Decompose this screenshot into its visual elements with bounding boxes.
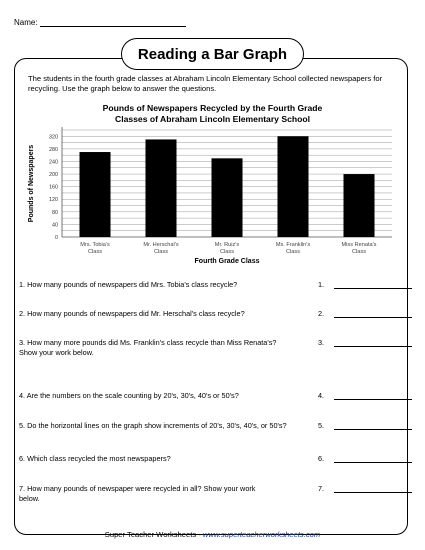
footer-prefix: Super Teacher Worksheets - [104, 530, 203, 539]
x-tick-label: Miss Renata's [341, 242, 377, 248]
question-5: 5. Do the horizontal lines on the graph show increments of 20's, 30's, 40's, or 50's? [19, 421, 287, 430]
answer-5-number: 5. [318, 421, 325, 430]
answer-6[interactable] [318, 454, 412, 463]
answer-3[interactable] [318, 338, 412, 347]
question-2: 2. How many pounds of newspapers did Mr. Herschal's class recycle? [19, 309, 245, 318]
x-tick-label: Class [220, 249, 234, 255]
bar [79, 152, 110, 237]
bar [277, 136, 308, 237]
chart-title-line-2: Classes of Abraham Lincoln Elementary School [114, 114, 310, 124]
y-tick-label: 280 [49, 146, 58, 153]
bar [211, 158, 242, 237]
answer-7-line[interactable] [334, 485, 412, 493]
y-tick-label: 200 [49, 172, 58, 179]
x-axis-title: Fourth Grade Class [194, 258, 260, 265]
x-tick-label: Mr. Herschal's [143, 242, 179, 248]
answer-6-number: 6. [318, 454, 325, 463]
answer-3-number: 3. [318, 338, 325, 347]
y-tick-label: 80 [52, 209, 58, 216]
name-label: Name: [14, 18, 38, 27]
answer-6-line[interactable] [334, 455, 412, 463]
answer-2-line[interactable] [334, 310, 412, 318]
answer-1[interactable] [318, 280, 412, 289]
answer-2-number: 2. [318, 309, 325, 318]
y-tick-label: 160 [49, 184, 58, 191]
footer-url[interactable]: www.superteacherworksheets.com [202, 530, 321, 539]
x-tick-label: Class [88, 249, 102, 255]
answer-3-line[interactable] [334, 339, 412, 347]
answer-1-line[interactable] [334, 281, 412, 289]
bar [145, 139, 176, 237]
answer-1-number: 1. [318, 280, 325, 289]
question-3: 3. How many more pounds did Ms. Franklin's class recycle than Miss Renata's? Show your work below. [19, 338, 277, 357]
y-tick-label: 120 [49, 197, 58, 204]
answer-7[interactable] [318, 484, 412, 493]
y-axis-title: Pounds of Newspapers [28, 144, 35, 223]
y-tick-label: 240 [49, 159, 58, 166]
y-tick-label: 0 [55, 235, 58, 241]
y-tick-label: 320 [49, 134, 58, 141]
x-tick-label: Class [352, 249, 366, 255]
x-tick-label: Class [154, 249, 168, 255]
answer-4[interactable] [318, 391, 412, 400]
x-tick-label: Mrs. Tobia's [80, 242, 110, 248]
intro-paragraph: The students in the fourth grade classes at Abraham Lincoln Elementary School collected newspapers for recycling. Use the graph below to answer the questions. [28, 74, 383, 93]
x-tick-label: Mr. Ruiz's [214, 242, 240, 248]
y-tick-label: 40 [52, 222, 58, 229]
x-tick-label: Ms. Franklin's [275, 242, 311, 248]
answer-4-line[interactable] [334, 392, 412, 400]
x-tick-label: Class [286, 249, 300, 255]
answer-7-number: 7. [318, 484, 325, 493]
chart-title-line-1: Pounds of Newspapers Recycled by the Fourth Grade [102, 103, 323, 113]
answer-2[interactable] [318, 309, 412, 318]
answer-4-number: 4. [318, 391, 325, 400]
question-6: 6. Which class recycled the most newspapers? [19, 454, 171, 463]
bar [343, 174, 374, 237]
question-7: 7. How many pounds of newspaper were recycled in all? Show your work below. [19, 484, 256, 503]
answer-5-line[interactable] [334, 422, 412, 430]
worksheet-title-text: Reading a Bar Graph [137, 45, 288, 63]
question-1: 1. How many pounds of newspapers did Mrs. Tobia's class recycle? [19, 280, 238, 289]
question-4: 4. Are the numbers on the scale counting by 20's, 30's, 40's or 50's? [19, 391, 239, 400]
answer-5[interactable] [318, 421, 412, 430]
footer [0, 530, 425, 539]
